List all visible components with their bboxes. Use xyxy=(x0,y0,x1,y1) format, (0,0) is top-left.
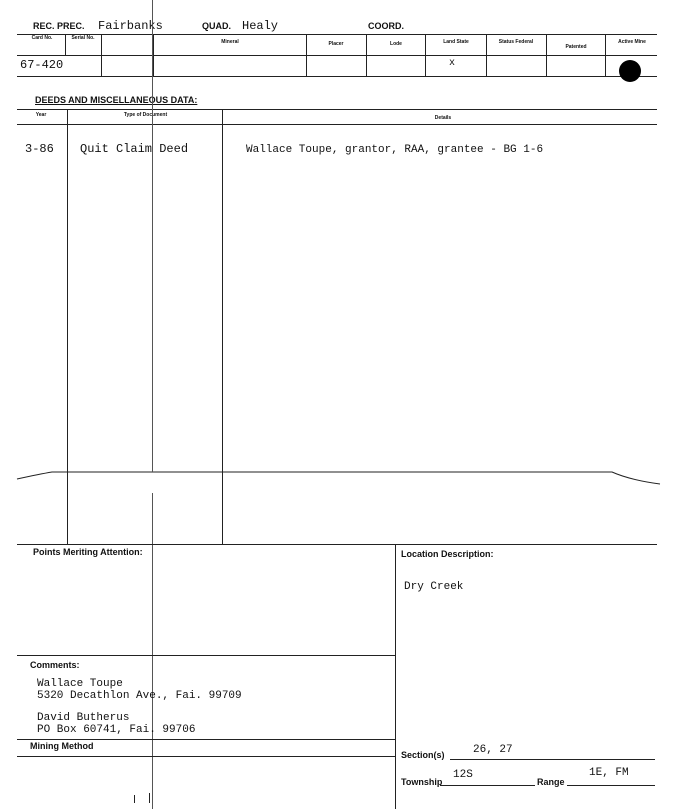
header-top-rule xyxy=(17,34,657,35)
points-meriting-attention-label: Points Meriting Attention: xyxy=(33,547,143,557)
header-mid-rule xyxy=(17,55,657,56)
lower-divider xyxy=(395,544,396,809)
fold-mark xyxy=(152,493,153,809)
section-value: 26, 27 xyxy=(473,744,513,756)
deeds-top-rule xyxy=(17,109,657,110)
comments-rule xyxy=(17,655,395,656)
mining-method-label: Mining Method xyxy=(30,741,94,751)
col-active-mine: Active Mine xyxy=(618,39,646,45)
quad-value: Healy xyxy=(242,19,279,33)
range-underline xyxy=(567,785,655,786)
comment-line: David Butherus xyxy=(37,712,130,724)
comments-label: Comments: xyxy=(30,660,80,670)
mining-method-rule xyxy=(17,739,395,740)
deeds-header-rule xyxy=(17,124,657,125)
col-lode: Lode xyxy=(390,41,402,47)
col-details: Details xyxy=(434,115,452,121)
col-divider xyxy=(486,34,487,76)
col-divider xyxy=(366,34,367,76)
col-placer: Placer xyxy=(328,41,344,47)
col-year: Year xyxy=(35,112,47,118)
deeds-section-title: DEEDS AND MISCELLANEOUS DATA: xyxy=(35,95,198,105)
scan-mark xyxy=(134,795,135,803)
comment-line: PO Box 60741, Fai. 99706 xyxy=(37,724,196,736)
comment-line: 5320 Decathlon Ave., Fai. 99709 xyxy=(37,690,242,702)
col-divider xyxy=(425,34,426,76)
fold-mark xyxy=(152,0,153,472)
active-mine-dot xyxy=(619,60,641,82)
township-underline xyxy=(440,785,535,786)
deed-row-year: 3-86 xyxy=(25,142,54,156)
comment-line: Wallace Toupe xyxy=(37,678,123,690)
col-divider xyxy=(546,34,547,76)
col-card-no: Card No. xyxy=(31,35,53,41)
range-value: 1E, FM xyxy=(589,767,629,779)
deed-row-details: Wallace Toupe, grantor, RAA, grantee - BG 1-6 xyxy=(246,144,544,156)
col-divider xyxy=(101,34,102,76)
col-divider xyxy=(306,34,307,76)
rec-prec-label: REC. PREC. xyxy=(33,21,85,31)
col-land-state: Land State xyxy=(443,39,469,45)
range-label: Range xyxy=(537,777,565,787)
deed-row-type: Quit Claim Deed xyxy=(80,142,189,156)
location-description-value: Dry Creek xyxy=(404,581,464,593)
location-description-label: Location Description: xyxy=(401,549,494,559)
township-label: Township xyxy=(401,777,443,787)
section-label: Section(s) xyxy=(401,750,445,760)
fold-line xyxy=(0,460,678,500)
mining-method-bottom-rule xyxy=(17,756,395,757)
header-bottom-rule xyxy=(17,76,657,77)
land-state-mark: x xyxy=(449,58,456,69)
township-value: 12S xyxy=(453,769,473,781)
col-divider xyxy=(605,34,606,76)
col-type-of-document: Type of Document xyxy=(123,112,168,118)
scan-mark xyxy=(149,793,150,803)
quad-label: QUAD. xyxy=(202,21,231,31)
col-patented: Patented xyxy=(565,44,587,50)
col-divider xyxy=(153,34,154,76)
section-underline xyxy=(450,759,655,760)
col-status-federal: Status Federal xyxy=(498,39,534,45)
col-mineral: Mineral xyxy=(221,39,239,45)
lower-top-rule xyxy=(17,544,657,545)
rec-prec-value: Fairbanks xyxy=(98,19,163,33)
col-divider xyxy=(65,34,66,55)
card-no-value: 67-420 xyxy=(20,58,64,72)
coord-label: COORD. xyxy=(368,21,404,31)
col-serial-no: Serial No. xyxy=(71,35,95,41)
